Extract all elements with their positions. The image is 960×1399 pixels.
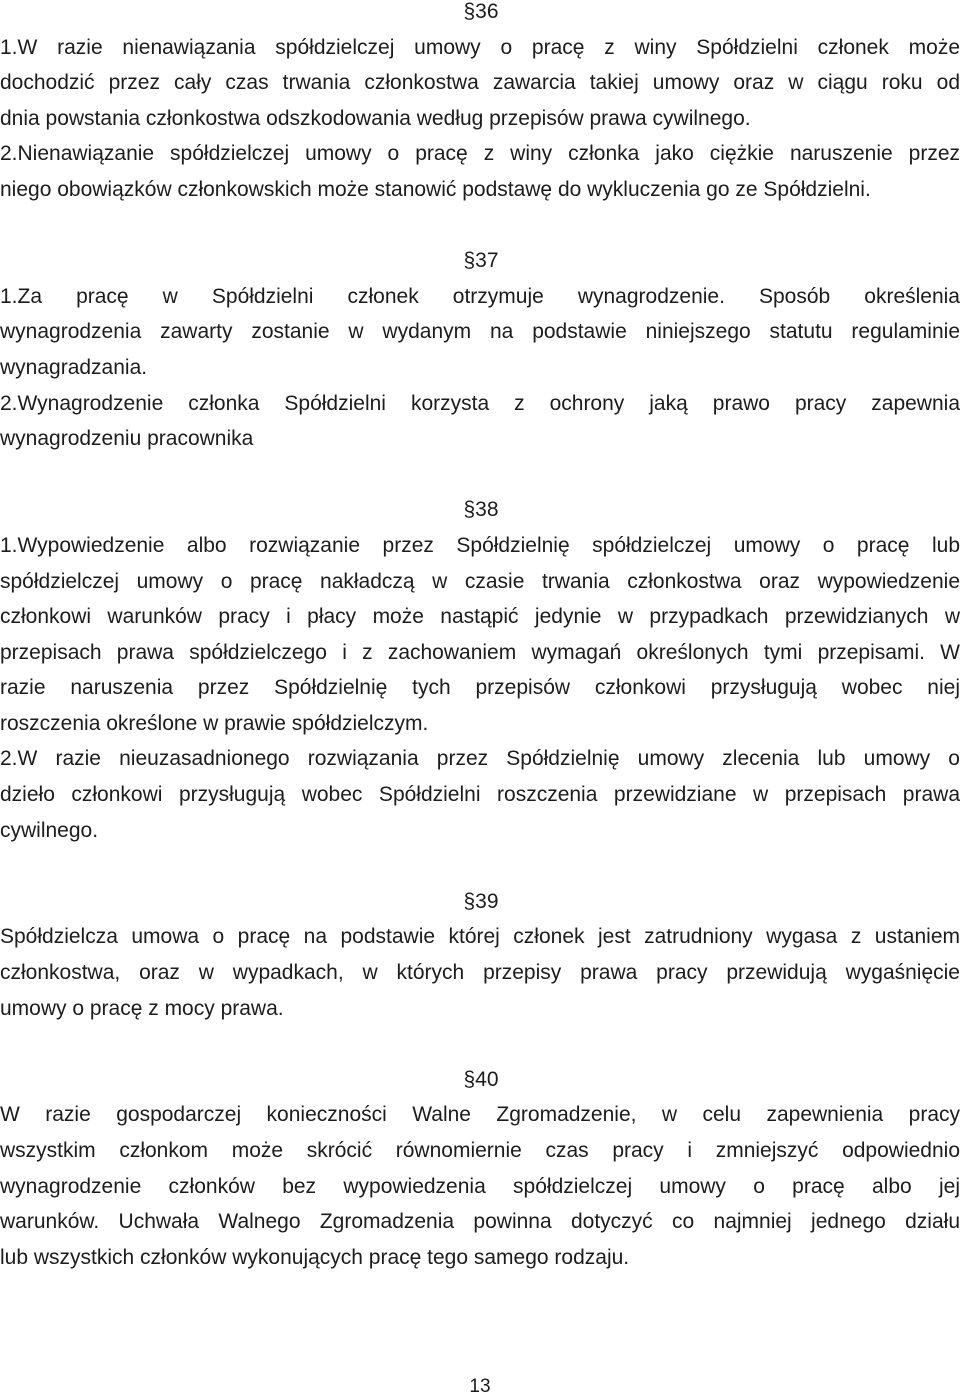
paragraph xyxy=(0,386,960,457)
text-line: 2.W razie nieuzasadnionego rozwiązania przez Spółdzielnię umowy zlecenia lub umowy o xyxy=(0,747,960,771)
text-line: 1.Wypowiedzenie albo rozwiązanie przez Spółdzielnię spółdzielczej umowy o pracę lub xyxy=(0,533,960,557)
text-line: 2.Nienawiązanie spółdzielczej umowy o pracę z winy członka jako ciężkie naruszenie przez xyxy=(0,142,960,166)
text-line: przepisach prawa spółdzielczego i z zachowaniem wymagań określonych tymi przepisami. W xyxy=(0,640,960,664)
section-40 xyxy=(0,1062,960,1276)
text-line: członkostwa, oraz w wypadkach, w których przepisy prawa pracy przewidują wygaśnięcie xyxy=(0,961,960,985)
text-line: wynagrodzenie członków bez wypowiedzenia spółdzielczej umowy o pracę albo jej xyxy=(0,1174,960,1198)
paragraph xyxy=(0,1097,960,1275)
text-line: niego obowiązków członkowskich może stanowić podstawę do wykluczenia go ze Spółdzielni. xyxy=(0,177,871,201)
text-line: 1.Za pracę w Spółdzielni członek otrzymuje wynagrodzenie. Sposób określenia xyxy=(0,284,960,308)
text-line: wynagradzania. xyxy=(0,355,148,379)
text-line: dnia powstania członkostwa odszkodowania według przepisów prawa cywilnego. xyxy=(0,106,751,130)
text-line: 1.W razie nienawiązania spółdzielczej umowy o pracę z winy Spółdzielni członek może xyxy=(0,35,960,59)
text-line: wszystkim członkom może skrócić równomiernie czas pracy i zmniejszyć odpowiednio xyxy=(0,1139,960,1162)
text-line: Spółdzielcza umowa o pracę na podstawie której członek jest zatrudniony wygasa z ustaniem xyxy=(0,925,960,949)
section-36 xyxy=(0,0,960,208)
text-line: członkowi warunków pracy i płacy może nastąpić jedynie w przypadkach przewidzianych w xyxy=(0,605,960,629)
section-heading: §37 xyxy=(463,249,499,273)
paragraph xyxy=(0,741,960,848)
text-line: dzieło członkowi przysługują wobec Spółdzielni roszczenia przewidziane w przepisach prawa xyxy=(0,783,960,807)
section-heading: §40 xyxy=(463,1067,499,1091)
paragraph xyxy=(0,919,960,1026)
text-line: dochodzić przez cały czas trwania członkostwa zawarcia takiej umowy oraz w ciągu roku od xyxy=(0,71,960,95)
page-number: 13 xyxy=(469,1376,491,1397)
paragraph xyxy=(0,30,960,137)
text-line: warunków. Uchwała Walnego Zgromadzenia powinna dotyczyć co najmniej jednego działu xyxy=(0,1210,960,1234)
paragraph xyxy=(0,528,960,742)
paragraph xyxy=(0,279,960,386)
section-heading: §36 xyxy=(463,0,499,23)
text-line: umowy o pracę z mocy prawa. xyxy=(0,996,284,1020)
text-line: W razie gospodarczej konieczności Walne Zgromadzenie, w celu zapewnienia pracy xyxy=(0,1103,960,1127)
section-37 xyxy=(0,243,960,457)
paragraph xyxy=(0,136,960,207)
section-38 xyxy=(0,492,960,848)
text-line: lub wszystkich członków wykonujących pracę tego samego rodzaju. xyxy=(0,1245,630,1269)
text-line: wynagrodzeniu pracownika xyxy=(0,427,254,451)
text-line: cywilnego. xyxy=(0,818,99,842)
text-line: 2.Wynagrodzenie członka Spółdzielni korzysta z ochrony jaką prawo pracy zapewnia xyxy=(0,391,960,415)
section-heading: §38 xyxy=(463,498,499,522)
text-line: spółdzielczej umowy o pracę nakładczą w czasie trwania członkostwa oraz wypowiedzenie xyxy=(0,569,960,593)
section-heading: §39 xyxy=(463,889,499,913)
text-line: roszczenia określone w prawie spółdzielczym. xyxy=(0,711,429,735)
text-line: razie naruszenia przez Spółdzielnię tych przepisów członkowi przysługują wobec niej xyxy=(0,676,960,700)
text-line: wynagrodzenia zawarty zostanie w wydanym na podstawie niniejszego statutu regulaminie xyxy=(0,320,960,344)
section-39 xyxy=(0,884,960,1026)
